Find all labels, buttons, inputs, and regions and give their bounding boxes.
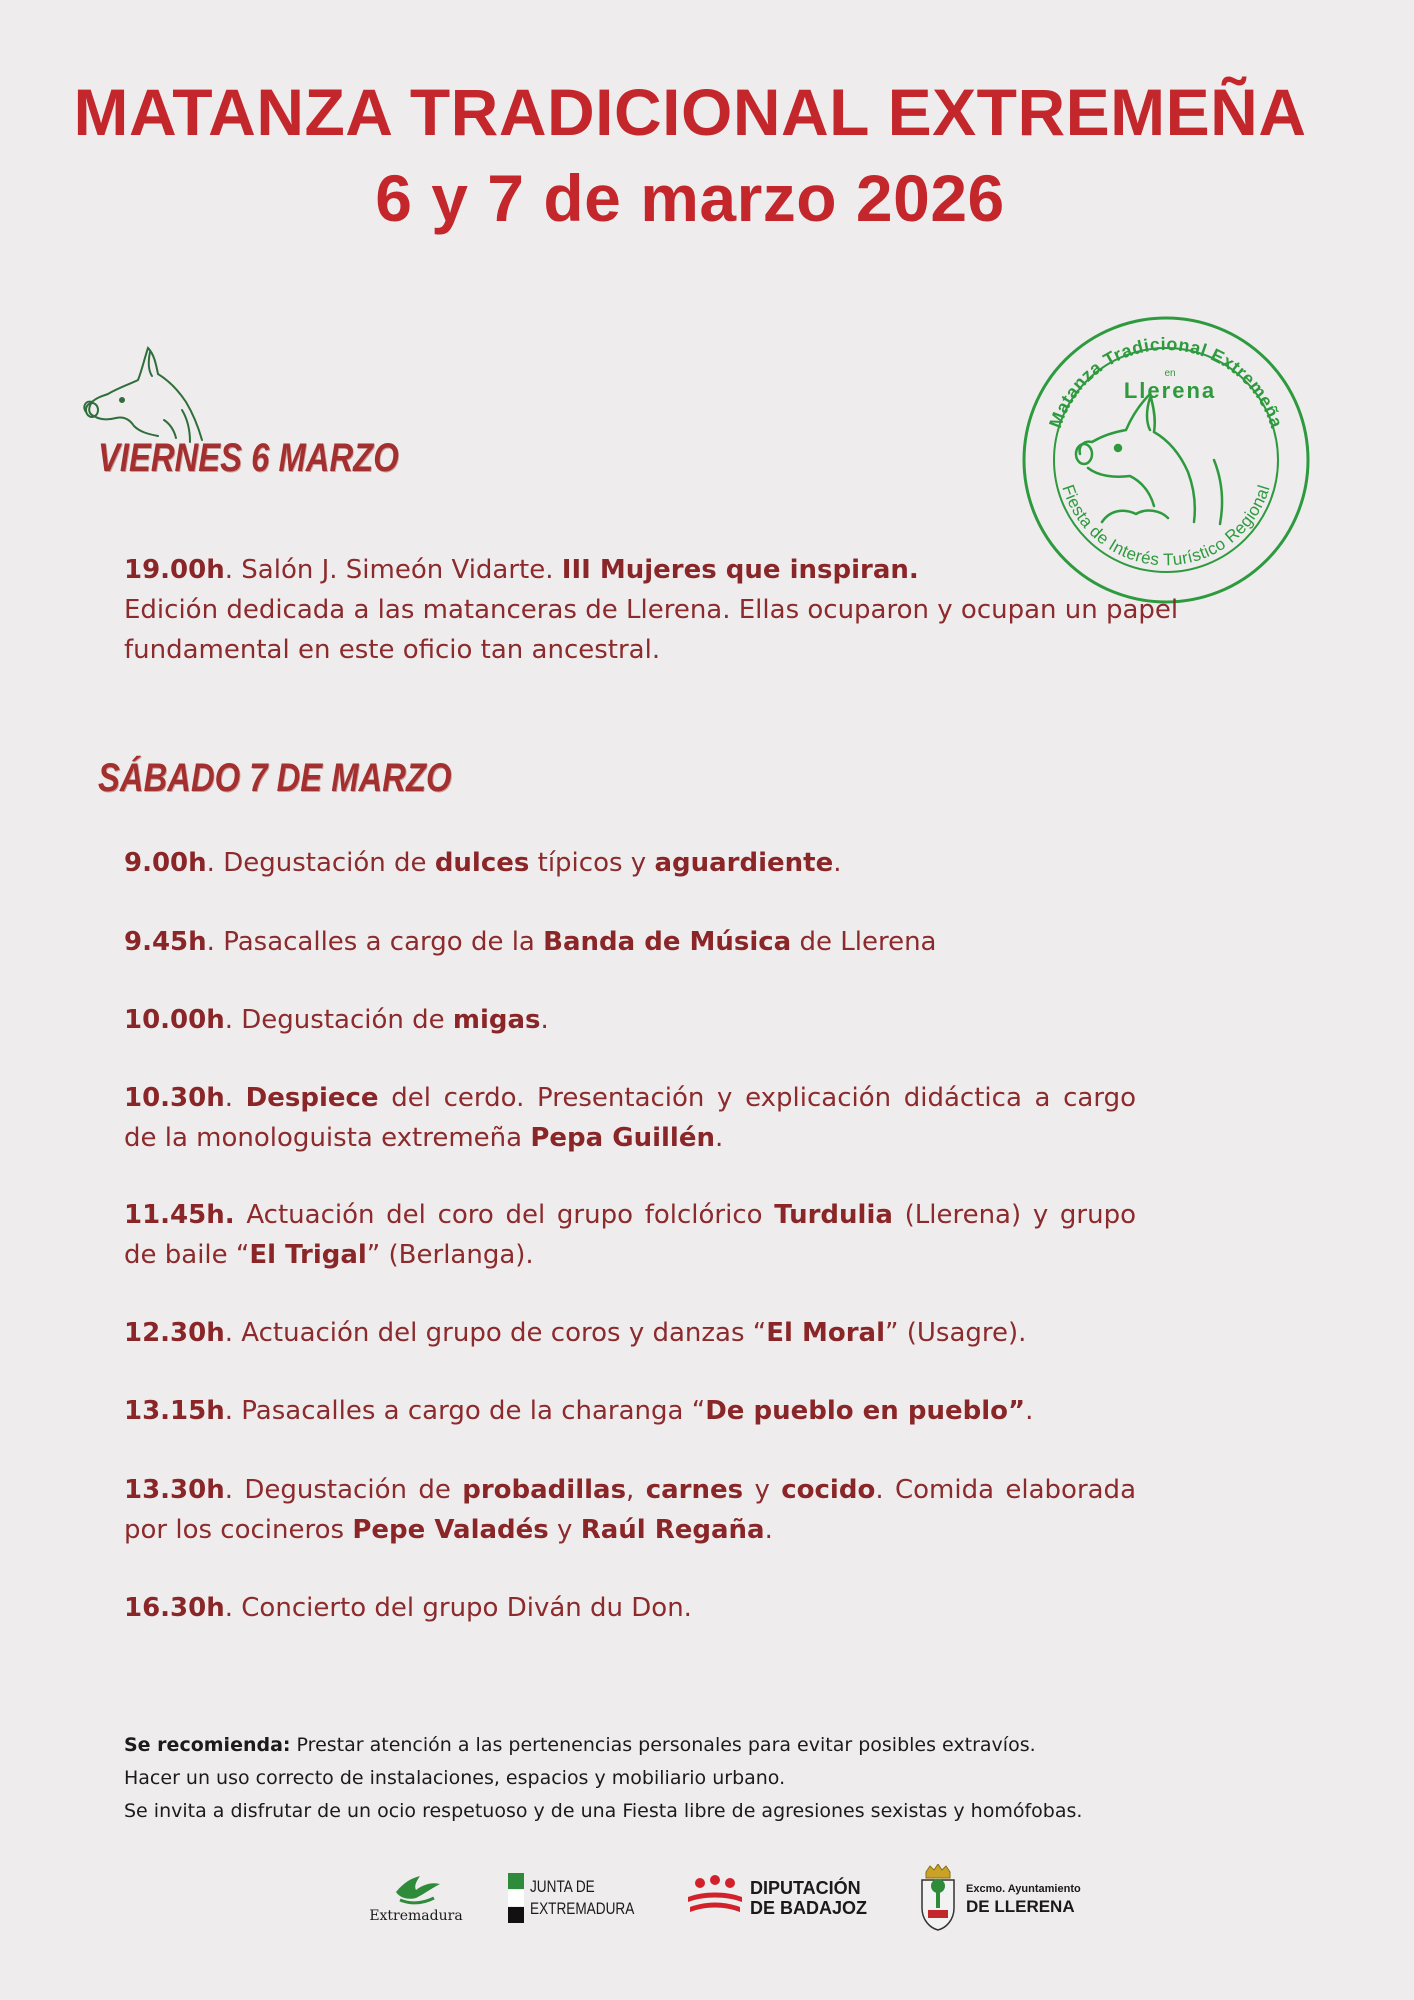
entry-text: (Llerena) y grupo de baile “ <box>124 1200 1136 1270</box>
entry-text: de Llerena <box>791 927 937 957</box>
seal-town-text: Llerena <box>1123 378 1217 403</box>
entry-highlight: Pepe Valadés <box>352 1515 549 1545</box>
junta-line2: EXTREMADURA <box>530 1899 635 1918</box>
entry-highlight: De pueblo en pueblo” <box>705 1396 1026 1426</box>
entry-text: . <box>714 1123 724 1153</box>
sponsor-logos <box>0 1858 1414 1938</box>
entry-highlight: carnes <box>645 1475 744 1505</box>
saturday-entry-1030 <box>124 1078 1136 1158</box>
entry-highlight: probadillas <box>462 1475 627 1505</box>
extremadura-bird-icon <box>390 1872 442 1906</box>
entry-text: . Pasacalles a cargo de la <box>206 927 544 957</box>
entry-time: 19.00h <box>124 555 225 585</box>
entry-highlight: cocido <box>781 1475 876 1505</box>
notes-line: Se invita a disfrutar de un ocio respetuoso y de una Fiesta libre de agresiones sexistas y homófobas. <box>124 1800 1083 1822</box>
page-title: MATANZA TRADICIONAL EXTREMEÑA <box>73 75 1307 149</box>
entry-text: ” (Berlanga). <box>366 1240 534 1270</box>
diputacion-emblem-icon <box>686 1875 744 1921</box>
diputacion-line2: DE BADAJOZ <box>750 1898 868 1918</box>
seal-en-text: en <box>1164 368 1176 379</box>
entry-text: . Pasacalles a cargo de la charanga “ <box>224 1396 706 1426</box>
entry-highlight: Pepa Guillén <box>530 1123 715 1153</box>
saturday-entry-0900 <box>124 843 1136 883</box>
seal-pig-icon <box>1076 394 1222 524</box>
entry-text: . Comida elaborada por los cocineros <box>124 1475 1136 1545</box>
entry-text: típicos y <box>529 848 655 878</box>
logo-diputacion-badajoz <box>686 1872 867 1924</box>
saturday-heading: SÁBADO 7 DE MARZO <box>98 756 452 800</box>
saturday-entry-0945 <box>124 922 1136 962</box>
ayto-line2: DE LLERENA <box>966 1897 1075 1916</box>
entry-highlight: Turdulia <box>774 1200 893 1230</box>
diputacion-line1: DIPUTACIÓN <box>750 1878 861 1898</box>
entry-text: y <box>743 1475 782 1505</box>
entry-description: Edición dedicada a las matanceras de Llerena. Ellas ocuparon y ocupan un papel fundamental en este oficio tan ancestral. <box>124 595 1179 665</box>
event-dates: 6 y 7 de marzo 2026 <box>375 161 1005 235</box>
entry-text: . Concierto del grupo Diván du Don. <box>224 1593 692 1623</box>
entry-highlight: El Trigal <box>249 1240 367 1270</box>
entry-time: 16.30h <box>124 1593 225 1623</box>
saturday-entry-1330 <box>124 1470 1136 1550</box>
logo-ayuntamiento-llerena <box>918 1864 1081 1932</box>
logo-extremadura-text: Extremadura <box>369 1908 463 1924</box>
friday-heading: VIERNES 6 MARZO <box>98 436 399 480</box>
saturday-entry-1145 <box>124 1195 1136 1275</box>
entry-text: Actuación del coro del grupo folclórico <box>234 1200 775 1230</box>
junta-line1: JUNTA DE <box>530 1877 595 1896</box>
entry-text: . Degustación de <box>224 1005 453 1035</box>
seal-top-text: Matanza Tradicional Extremeña <box>1045 333 1287 431</box>
entry-time: 11.45h. <box>124 1200 235 1230</box>
saturday-entry-1230 <box>124 1313 1136 1353</box>
entry-text: del cerdo. Presentación y explicación didáctica a cargo de la monologuista extremeña <box>124 1083 1136 1153</box>
entry-text: , <box>626 1475 646 1505</box>
entry-highlight: Raúl Regaña <box>580 1515 765 1545</box>
logo-junta-extremadura <box>508 1872 660 1924</box>
entry-highlight: Banda de Música <box>543 927 792 957</box>
friday-entry-1900 <box>124 550 1324 670</box>
llerena-coat-of-arms-icon <box>918 1864 958 1932</box>
notes-line: Hacer un uso correcto de instalaciones, espacios y mobiliario urbano. <box>124 1767 786 1789</box>
entry-time: 13.30h <box>124 1475 225 1505</box>
recommendations-notes <box>124 1729 1224 1828</box>
saturday-entry-1315 <box>124 1391 1136 1431</box>
entry-text: . Actuación del grupo de coros y danzas “ <box>224 1318 767 1348</box>
ayto-line1: Excmo. Ayuntamiento <box>966 1883 1081 1895</box>
junta-flag-icon <box>508 1873 524 1923</box>
entry-time: 10.00h <box>124 1005 225 1035</box>
saturday-entry-1000 <box>124 1000 1136 1040</box>
entry-time: 9.45h <box>124 927 207 957</box>
entry-time: 10.30h <box>124 1083 225 1113</box>
entry-text: . <box>540 1005 549 1035</box>
entry-time: 12.30h <box>124 1318 225 1348</box>
saturday-entry-1630 <box>124 1588 1136 1628</box>
entry-time: 13.15h <box>124 1396 225 1426</box>
entry-highlight: Despiece <box>245 1083 379 1113</box>
entry-highlight: migas <box>452 1005 541 1035</box>
entry-text: . Degustación de <box>224 1475 463 1505</box>
entry-event: III Mujeres que inspiran. <box>561 555 919 585</box>
notes-line: Prestar atención a las pertenencias personales para evitar posibles extravíos. <box>290 1734 1036 1756</box>
entry-text: y <box>548 1515 581 1545</box>
entry-text: . <box>224 1083 246 1113</box>
entry-time: 9.00h <box>124 848 207 878</box>
entry-text: . <box>833 848 842 878</box>
entry-highlight: dulces <box>434 848 530 878</box>
entry-highlight: El Moral <box>766 1318 885 1348</box>
entry-text: . Degustación de <box>206 848 435 878</box>
entry-text: ” (Usagre). <box>885 1318 1027 1348</box>
entry-text: . <box>764 1515 773 1545</box>
entry-highlight: aguardiente <box>654 848 834 878</box>
entry-place: . Salón J. Simeón Vidarte. <box>224 555 562 585</box>
notes-label: Se recomienda: <box>124 1734 291 1756</box>
entry-text: . <box>1025 1396 1034 1426</box>
seal-bottom-text: Fiesta de Interés Turístico Regional <box>1058 482 1274 570</box>
logo-extremadura <box>366 1858 466 1938</box>
